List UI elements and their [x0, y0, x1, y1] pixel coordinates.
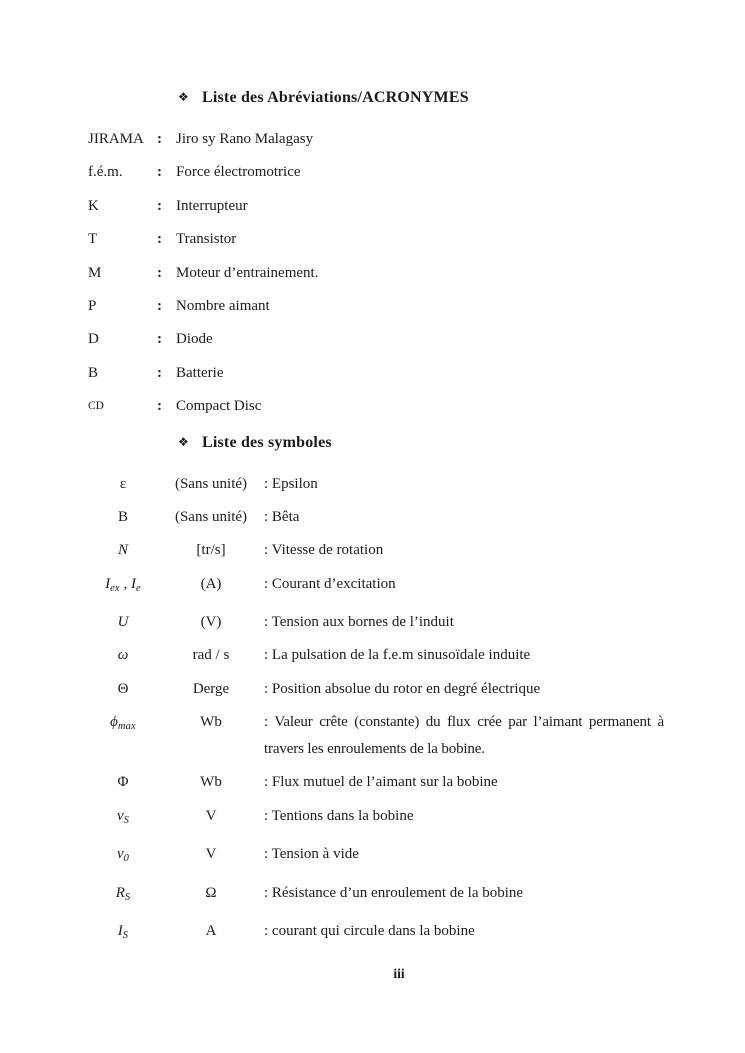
symbol-unit: (A) [200, 575, 222, 592]
symbol-unit: A [205, 922, 217, 939]
abbreviation-term: P [88, 297, 97, 314]
symbol-glyph [88, 471, 158, 498]
symbol-glyph [88, 880, 158, 912]
symbol-segment: N [117, 542, 128, 559]
colon-separator: : [157, 364, 162, 381]
symbol-unit: [tr/s] [196, 542, 226, 559]
colon-separator: : [157, 297, 162, 314]
diamond-bullet-icon: ❖ [178, 90, 189, 104]
abbreviation-description: Interrupteur [176, 197, 248, 214]
symbol-description: : Bêta [264, 508, 300, 525]
abbreviations-list [0, 123, 745, 424]
colon-separator: : [157, 264, 162, 281]
symbol-row [88, 709, 745, 762]
symbol-row [88, 918, 745, 950]
abbreviation-row [88, 323, 745, 356]
symbol-row [88, 642, 745, 669]
abbreviation-description: Nombre aimant [176, 297, 270, 314]
abbreviation-description: Batterie [176, 364, 224, 381]
abbreviations-heading-text: Liste des Abréviations/ACRONYMES [201, 89, 469, 106]
symbol-description: : Vitesse de rotation [264, 542, 384, 559]
symbol-row [88, 880, 745, 912]
symbol-segment: e [136, 582, 141, 594]
symbol-description: : Position absolue du rotor en degré électrique [264, 680, 541, 697]
symbol-glyph [88, 571, 158, 603]
symbol-row [88, 769, 745, 796]
abbreviation-row [88, 290, 745, 323]
symbol-glyph [88, 709, 158, 741]
abbreviation-term: T [88, 231, 98, 248]
abbreviation-row [88, 357, 745, 390]
symbol-description: : Tension à vide [264, 846, 359, 863]
abbreviation-term: f.é.m. [88, 164, 123, 181]
symbol-segment: I [117, 922, 123, 939]
symbol-segment: v [116, 807, 124, 824]
abbreviation-row [88, 156, 745, 189]
abbreviation-row [88, 390, 745, 423]
symbol-unit: (Sans unité) [174, 475, 248, 492]
abbreviation-term: CD [88, 400, 104, 413]
colon-separator: : [157, 331, 162, 348]
symbol-glyph [88, 803, 158, 835]
symbol-row [88, 571, 745, 603]
symbol-segment: U [117, 614, 129, 631]
colon-separator: : [157, 398, 162, 415]
symbol-segment: Φ [117, 774, 129, 791]
symbol-glyph [88, 918, 158, 950]
symbol-segment: ε [119, 475, 127, 492]
symbol-glyph [88, 504, 158, 531]
symbol-row [88, 609, 745, 636]
symbol-segment: , [119, 575, 132, 592]
symbols-heading-text: Liste des symboles [201, 433, 332, 451]
symbol-description: : Résistance d’un enroulement de la bobine [264, 884, 524, 901]
symbol-segment: ω [117, 647, 129, 664]
abbreviation-description: Transistor [176, 231, 237, 248]
colon-separator: : [157, 131, 162, 147]
symbol-description: : Tension aux bornes de l’induit [264, 614, 454, 631]
section-heading-abbreviations [178, 88, 745, 108]
symbol-row [88, 676, 745, 703]
symbol-unit: rad / s [192, 647, 230, 664]
abbreviation-description: Compact Disc [176, 398, 262, 415]
symbol-segment: 0 [123, 853, 130, 865]
symbol-unit: Derge [192, 680, 230, 697]
diamond-bullet-icon: ❖ [178, 434, 189, 449]
symbols-list [0, 471, 745, 950]
symbol-unit: V [205, 846, 217, 863]
symbol-glyph [88, 841, 158, 873]
abbreviation-term: B [88, 364, 99, 381]
symbol-segment: ex [110, 582, 120, 594]
colon-separator: : [157, 197, 162, 214]
abbreviation-term: JIRAMA [88, 131, 144, 147]
abbreviation-description: Moteur d’entrainement. [176, 264, 319, 281]
symbol-segment: S [122, 929, 129, 941]
symbol-unit: V [205, 807, 217, 824]
abbreviation-description: Diode [176, 331, 213, 348]
symbol-unit: Wb [200, 774, 222, 791]
symbol-glyph [88, 676, 158, 703]
symbol-segment: I [131, 575, 137, 592]
abbreviation-row [88, 123, 745, 156]
symbol-description: : Epsilon [264, 475, 318, 492]
symbol-segment: S [124, 891, 131, 903]
symbol-row [88, 471, 745, 498]
symbol-glyph [88, 769, 158, 796]
symbol-segment: v [116, 846, 124, 863]
symbol-row [88, 841, 745, 873]
symbol-glyph [88, 609, 158, 636]
abbreviation-term: K [88, 197, 99, 214]
symbol-description: : Tentions dans la bobine [264, 807, 414, 824]
symbol-row [88, 504, 745, 531]
abbreviation-row [88, 190, 745, 223]
abbreviation-term: D [88, 331, 99, 348]
symbol-row [88, 537, 745, 564]
page-number: iii [393, 966, 405, 981]
symbol-segment: I [105, 575, 111, 592]
symbol-description: : Flux mutuel de l’aimant sur la bobine [264, 774, 498, 791]
symbol-segment: ϕ [110, 714, 118, 731]
symbol-row [88, 803, 745, 835]
symbol-segment: max [117, 721, 136, 733]
abbreviation-term: M [88, 264, 102, 281]
symbol-unit: (V) [200, 614, 222, 631]
symbol-description: : Valeur crête (constante) du flux crée par l’aimant permanent à travers les enroulements de la bobine. [264, 714, 664, 757]
symbol-segment: B [117, 508, 128, 525]
symbol-segment: S [123, 814, 130, 826]
abbreviation-description: Force électromotrice [176, 164, 301, 181]
symbol-segment: R [115, 884, 125, 901]
colon-separator: : [157, 231, 162, 248]
colon-separator: : [157, 164, 162, 181]
section-heading-symbols [178, 433, 745, 453]
symbol-unit: Ω [205, 884, 217, 901]
abbreviation-description: Jiro sy Rano Malagasy [176, 131, 314, 147]
symbol-glyph [88, 642, 158, 669]
symbol-description: : La pulsation de la f.e.m sinusoïdale induite [264, 647, 531, 664]
symbol-unit: (Sans unité) [174, 508, 248, 525]
symbol-unit: Wb [200, 714, 222, 731]
symbol-segment: Θ [117, 680, 129, 697]
symbol-glyph [88, 537, 158, 564]
abbreviation-row [88, 223, 745, 256]
abbreviation-row [88, 257, 745, 290]
symbol-description: : courant qui circule dans la bobine [264, 922, 475, 939]
symbol-description: : Courant d’excitation [264, 575, 396, 592]
